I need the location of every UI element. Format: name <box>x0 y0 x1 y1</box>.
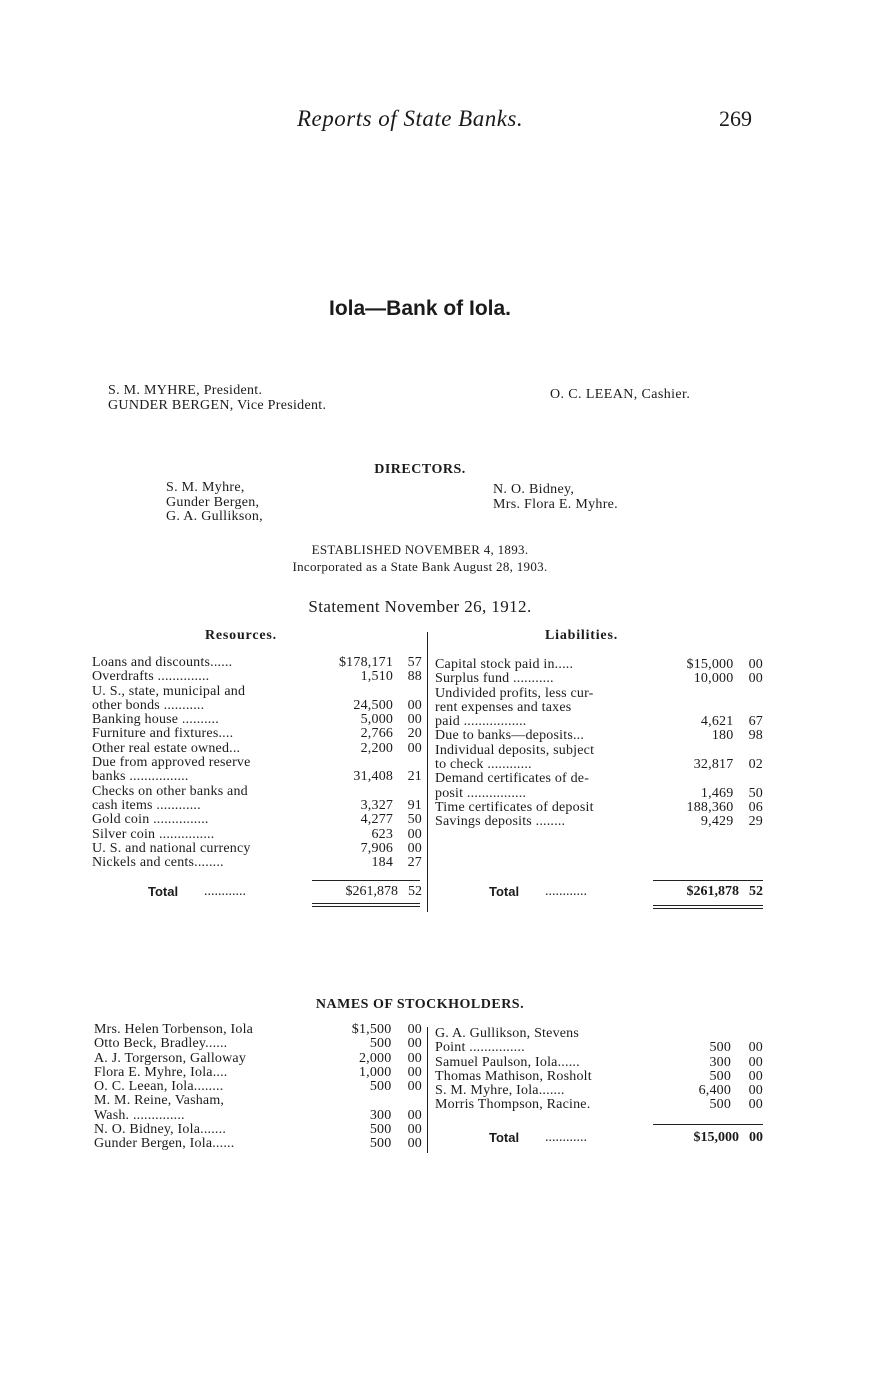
item-cents: 00 <box>748 1068 763 1084</box>
item-label: banks ................ <box>92 769 189 785</box>
stockholder-row <box>94 1066 422 1080</box>
item-dollars: 6,400 <box>698 1083 732 1099</box>
item-dollars: 7,906 <box>360 840 394 856</box>
resource-row <box>92 656 422 670</box>
item-cents: 00 <box>407 1036 422 1052</box>
stockholder-row <box>435 1027 763 1041</box>
item-cents: 06 <box>748 799 763 815</box>
item-cents: 00 <box>748 1054 763 1070</box>
item-dollars <box>317 685 394 699</box>
item-label: U. S., state, municipal and <box>92 683 246 699</box>
item-cents: 00 <box>407 712 422 728</box>
running-title: Reports of State Banks. <box>297 106 524 131</box>
liability-row <box>435 672 763 686</box>
resources-total-row <box>148 884 422 901</box>
liability-row <box>435 744 763 758</box>
item-label: Other real estate owned... <box>92 740 241 756</box>
item-dollars: 500 <box>369 1122 392 1138</box>
stockholder-row <box>435 1084 763 1098</box>
resources-total-rule <box>312 880 420 881</box>
item-label: A. J. Torgerson, Galloway <box>94 1050 247 1066</box>
item-cents: 00 <box>748 1097 763 1113</box>
resource-row <box>92 742 422 756</box>
item-cents: 00 <box>748 1040 763 1056</box>
resource-row <box>92 856 422 870</box>
item-cents <box>393 685 422 699</box>
item-label: Savings deposits ........ <box>435 814 566 830</box>
item-label: Gunder Bergen, Iola...... <box>94 1136 235 1152</box>
item-dollars: 32,817 <box>693 757 734 773</box>
item-label: Furniture and fixtures.... <box>92 726 234 742</box>
item-label: O. C. Leean, Iola........ <box>94 1079 224 1095</box>
item-cents: 00 <box>407 740 422 756</box>
item-cents <box>393 756 422 770</box>
stockholder-row <box>94 1137 422 1151</box>
item-cents: 00 <box>407 826 422 842</box>
item-cents: 00 <box>407 697 422 713</box>
resources-total-cents: 52 <box>408 884 422 899</box>
director-name: N. O. Bidney, <box>493 482 575 497</box>
item-dollars: 500 <box>369 1136 392 1152</box>
resources-double-rule <box>312 906 420 907</box>
item-dollars: 1,469 <box>700 785 734 801</box>
stockholder-row <box>94 1123 422 1137</box>
resource-row <box>92 828 422 842</box>
item-dollars: 5,000 <box>360 712 394 728</box>
item-cents: 00 <box>407 1079 422 1095</box>
item-dollars: 300 <box>369 1107 392 1123</box>
item-cents: 00 <box>748 671 763 687</box>
established-block <box>0 541 840 575</box>
item-cents: 02 <box>748 757 763 773</box>
statement-title: Statement November 26, 1912. <box>308 597 532 616</box>
item-dollars: 623 <box>371 826 394 842</box>
director-name: Mrs. Flora E. Myhre. <box>493 496 618 512</box>
item-cents: 00 <box>407 1136 422 1152</box>
item-dollars: 4,621 <box>700 714 734 730</box>
officers-left <box>108 384 326 413</box>
resource-row <box>92 699 422 713</box>
item-label: to check ............ <box>435 757 532 773</box>
item-dollars: 24,500 <box>353 697 394 713</box>
resource-row <box>92 756 422 770</box>
item-label: Mrs. Helen Torbenson, Iola <box>94 1022 254 1037</box>
resource-row <box>92 842 422 856</box>
item-label: Overdrafts .............. <box>92 669 210 685</box>
item-label: Due from approved reserve <box>92 755 251 771</box>
item-cents: 21 <box>407 769 422 785</box>
item-cents: 00 <box>407 840 422 856</box>
item-cents: 50 <box>748 785 763 801</box>
liabilities-double-rule <box>653 905 763 906</box>
stockholder-row <box>435 1041 763 1055</box>
item-label: Morris Thompson, Racine. <box>435 1097 591 1113</box>
item-cents <box>733 701 763 715</box>
established-date: ESTABLISHED NOVEMBER 4, 1893. <box>311 542 529 557</box>
liability-row <box>435 801 763 815</box>
stockholders-total-row <box>489 1130 763 1147</box>
item-label: Nickels and cents........ <box>92 855 224 871</box>
stockholder-row <box>94 1037 422 1051</box>
item-dollars <box>317 785 394 799</box>
item-cents: 00 <box>407 1022 422 1037</box>
item-cents: 67 <box>748 714 763 730</box>
item-dollars: 184 <box>371 855 394 871</box>
officer-cashier: O. C. LEEAN, Cashier. <box>550 387 691 402</box>
liabilities-total-row <box>489 884 763 901</box>
liability-row <box>435 715 763 729</box>
item-dollars <box>666 772 734 786</box>
director-name: G. A. Gullikson, <box>166 509 263 524</box>
stockholder-row <box>94 1094 422 1108</box>
item-dollars: 500 <box>369 1036 392 1052</box>
item-cents <box>733 772 763 786</box>
item-label: Banking house .......... <box>92 712 219 728</box>
item-dollars: $178,171 <box>338 655 394 670</box>
item-label: Checks on other banks and <box>92 783 248 799</box>
item-dollars: 2,200 <box>360 740 394 756</box>
item-label: M. M. Reine, Vasham, <box>94 1093 225 1109</box>
item-cents: 00 <box>748 1083 763 1099</box>
item-cents: 00 <box>407 1122 422 1138</box>
item-label: Demand certificates of de- <box>435 771 590 787</box>
directors-heading: DIRECTORS. <box>374 462 466 477</box>
resource-row <box>92 685 422 699</box>
item-dollars: 300 <box>709 1054 732 1070</box>
incorporated-date: Incorporated as a State Bank August 28, 1903. <box>292 559 548 574</box>
item-cents <box>733 687 763 701</box>
item-dollars: 2,000 <box>358 1050 392 1066</box>
item-cents: 00 <box>748 657 763 672</box>
item-dollars: 500 <box>709 1068 732 1084</box>
item-dollars <box>680 1027 731 1041</box>
item-label: Individual deposits, subject <box>435 742 595 758</box>
stockholders-total-label: Total <box>489 1130 520 1145</box>
item-label: Wash. .............. <box>94 1107 185 1123</box>
stockholders-left-table <box>94 1023 422 1152</box>
item-cents: 98 <box>748 728 763 744</box>
liability-row <box>435 772 763 786</box>
item-label: Flora E. Myhre, Iola.... <box>94 1064 228 1080</box>
stockholder-row <box>94 1080 422 1094</box>
liabilities-total-cents: 52 <box>749 884 763 899</box>
officer-vice-president: GUNDER BERGEN, Vice President. <box>108 397 327 413</box>
item-dollars: 31,408 <box>353 769 394 785</box>
item-cents <box>391 1094 422 1108</box>
resource-row <box>92 770 422 784</box>
resource-row <box>92 813 422 827</box>
item-cents: 00 <box>407 1107 422 1123</box>
resource-row <box>92 727 422 741</box>
item-label: other bonds ........... <box>92 697 205 713</box>
item-cents: 20 <box>407 726 422 742</box>
item-label: cash items ............ <box>92 797 201 813</box>
liability-row <box>435 815 763 829</box>
stockholders-total-rule <box>653 1124 763 1125</box>
item-dollars <box>666 701 734 715</box>
item-cents: 91 <box>407 797 422 813</box>
stockholder-row <box>94 1052 422 1066</box>
item-dollars: 4,277 <box>360 812 394 828</box>
liabilities-heading: Liabilities. <box>545 628 618 643</box>
directors-right <box>493 483 618 512</box>
item-label: Point ............... <box>435 1040 525 1056</box>
item-label: N. O. Bidney, Iola....... <box>94 1122 227 1138</box>
officer-president: S. M. MYHRE, President. <box>108 383 263 398</box>
item-dollars <box>666 744 734 758</box>
resources-heading: Resources. <box>205 628 277 643</box>
resources-total-dollars: $261,878 <box>345 884 398 899</box>
item-dollars: 500 <box>709 1097 732 1113</box>
resources-total-label: Total <box>148 884 179 899</box>
bank-title: Iola—Bank of Iola. <box>328 297 512 320</box>
stockholders-right-table <box>435 1027 763 1113</box>
liabilities-total-dollars: $261,878 <box>686 884 739 899</box>
liability-row <box>435 729 763 743</box>
item-cents: 00 <box>407 1050 422 1066</box>
stockholder-row <box>435 1056 763 1070</box>
item-label: U. S. and national currency <box>92 840 251 856</box>
item-label: Silver coin ............... <box>92 826 215 842</box>
item-label: Loans and discounts...... <box>92 655 233 670</box>
resource-row <box>92 799 422 813</box>
item-dollars <box>332 1094 391 1108</box>
item-cents: 00 <box>407 1064 422 1080</box>
item-label: Time certificates of deposit <box>435 799 594 815</box>
statement-divider <box>427 632 428 912</box>
item-dollars: 500 <box>709 1040 732 1056</box>
page-header <box>0 106 895 136</box>
item-cents: 50 <box>407 812 422 828</box>
liabilities-table <box>435 658 763 830</box>
item-dollars: 10,000 <box>693 671 734 687</box>
item-label: posit ................ <box>435 785 527 801</box>
item-dollars: $15,000 <box>686 657 734 672</box>
stockholder-row <box>435 1098 763 1112</box>
item-dollars: 188,360 <box>686 799 734 815</box>
resource-row <box>92 785 422 799</box>
stockholders-total-dollars: $15,000 <box>693 1130 739 1145</box>
resource-row <box>92 713 422 727</box>
stockholders-heading: NAMES OF STOCKHOLDERS. <box>315 997 525 1012</box>
item-label: Gold coin ............... <box>92 812 209 828</box>
item-cents: 88 <box>407 669 422 685</box>
item-dollars: 2,766 <box>360 726 394 742</box>
resources-table <box>92 656 422 870</box>
item-label: Otto Beck, Bradley...... <box>94 1036 228 1052</box>
liabilities-total-label: Total <box>489 884 520 899</box>
item-label: Surplus fund ........... <box>435 671 554 687</box>
item-label: G. A. Gullikson, Stevens <box>435 1026 580 1041</box>
resources-total-dots: ............ <box>204 884 246 899</box>
item-dollars <box>317 756 394 770</box>
item-label: Undivided profits, less cur- <box>435 685 594 701</box>
page-number: 269 <box>719 106 752 131</box>
liabilities-double-rule <box>653 908 763 909</box>
item-label: Capital stock paid in..... <box>435 657 574 672</box>
director-name: S. M. Myhre, <box>166 480 245 495</box>
liability-row <box>435 658 763 672</box>
stockholder-row <box>94 1109 422 1123</box>
item-label: Samuel Paulson, Iola...... <box>435 1054 580 1070</box>
liabilities-total-rule <box>653 880 763 881</box>
item-label: rent expenses and taxes <box>435 699 572 715</box>
item-cents: 57 <box>407 655 422 670</box>
item-cents <box>731 1027 763 1041</box>
item-dollars: 1,000 <box>358 1064 392 1080</box>
stockholders-divider <box>427 1027 428 1153</box>
liability-row <box>435 758 763 772</box>
item-cents <box>733 744 763 758</box>
director-name: Gunder Bergen, <box>166 494 260 510</box>
item-dollars: 500 <box>369 1079 392 1095</box>
item-label: Thomas Mathison, Rosholt <box>435 1068 592 1084</box>
stockholder-row <box>435 1070 763 1084</box>
liability-row <box>435 687 763 701</box>
item-label: S. M. Myhre, Iola....... <box>435 1083 565 1099</box>
liability-row <box>435 787 763 801</box>
item-cents: 27 <box>407 855 422 871</box>
stockholders-total-cents: 00 <box>749 1130 763 1145</box>
item-dollars <box>666 687 734 701</box>
item-dollars: $1,500 <box>351 1022 392 1037</box>
item-dollars: 1,510 <box>360 669 394 685</box>
directors-left <box>166 481 263 525</box>
liability-row <box>435 701 763 715</box>
item-label: paid ................. <box>435 714 527 730</box>
item-label: Due to banks—deposits... <box>435 728 585 744</box>
stockholders-total-dots: ............ <box>545 1130 587 1145</box>
item-cents: 29 <box>748 814 763 830</box>
item-dollars: 9,429 <box>700 814 734 830</box>
resource-row <box>92 670 422 684</box>
liabilities-total-dots: ............ <box>545 884 587 899</box>
item-dollars: 180 <box>711 728 734 744</box>
item-dollars: 3,327 <box>360 797 394 813</box>
stockholder-row <box>94 1023 422 1037</box>
resources-double-rule <box>312 903 420 904</box>
item-cents <box>393 785 422 799</box>
